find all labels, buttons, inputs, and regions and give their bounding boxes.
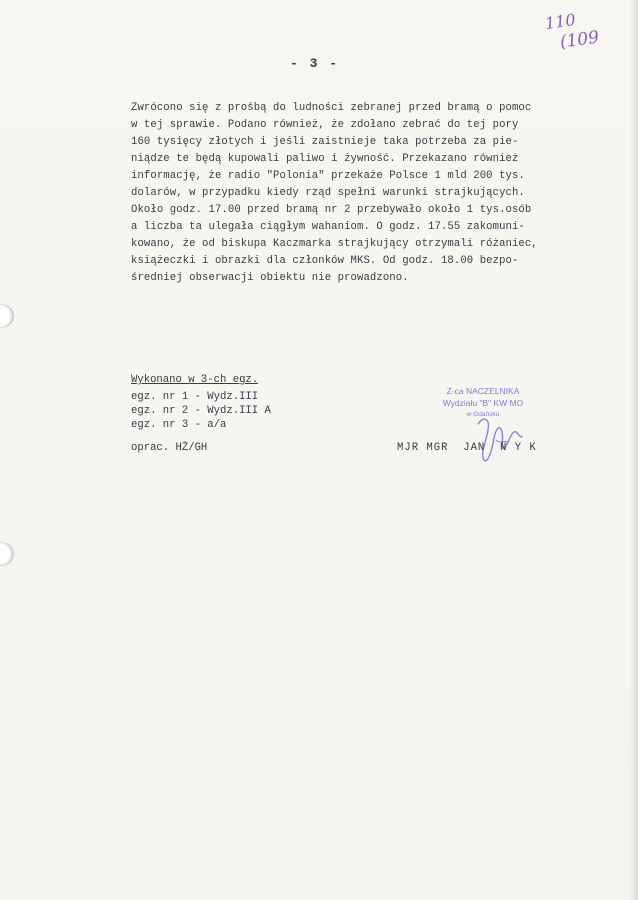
page-edge-shadow (630, 0, 638, 900)
body-line: dolarów, w przypadku kiedy rząd spełni warunki strajkujących. (131, 187, 525, 199)
distribution-list (131, 373, 271, 432)
body-line: niądze te będą kupowali paliwo i żywność. Przekazano również (131, 153, 519, 165)
handwritten-page-number-bottom-value: 109 (565, 27, 601, 52)
body-line: 160 tysięcy złotych i jeśli zaistnieje taka potrzeba za pie- (131, 136, 519, 148)
distribution-copy: egz. nr 3 - a/a (131, 419, 227, 431)
punch-hole-top (0, 304, 14, 328)
body-line: książeczki i obrazki dla członków MKS. Od godz. 18.00 bezpo- (131, 255, 519, 267)
handwritten-signature (470, 410, 530, 468)
body-line: Około godz. 17.00 przed bramą nr 2 przebywało około 1 tys.osób (131, 204, 532, 216)
page-number: - 3 - (290, 56, 340, 71)
body-line: a liczba ta ulegała ciągłym wahaniom. O godz. 17.55 zakomuni- (131, 221, 525, 233)
body-line: średniej obserwacji obiektu nie prowadzono. (131, 272, 409, 284)
distribution-copy: egz. nr 1 - Wydz.III (131, 391, 259, 403)
distribution-heading: Wykonano w 3-ch egz. (131, 374, 259, 386)
stamp-line-city: w Gdańsku (466, 411, 500, 418)
body-line: kowano, że od biskupa Kaczmarka strajkujący otrzymali różaniec, (131, 238, 538, 250)
punch-hole-bottom (0, 542, 14, 566)
body-line: w tej sprawie. Podano również, że zdołano zebrać do tej pory (131, 119, 519, 131)
distribution-copy: egz. nr 2 - Wydz.III A (131, 405, 271, 417)
prepared-by: oprac. HŻ/GH (131, 442, 208, 454)
signer-name: MJR MGR JAN N Y K (397, 442, 537, 454)
handwritten-page-number-top: 110 (543, 9, 577, 34)
body-line: informację, że radio "Polonia" przekaże Polsce 1 mld 200 tys. (131, 170, 525, 182)
handwritten-page-number-bottom: (109 (558, 27, 601, 53)
body-paragraph (131, 100, 621, 287)
stamp-line-title: Z-ca NACZELNIKA (446, 386, 520, 396)
body-line: Zwrócono się z prośbą do ludności zebranej przed bramą o pomoc (131, 102, 532, 114)
stamp-line-department: Wydziału "B" KW MO (442, 398, 524, 408)
